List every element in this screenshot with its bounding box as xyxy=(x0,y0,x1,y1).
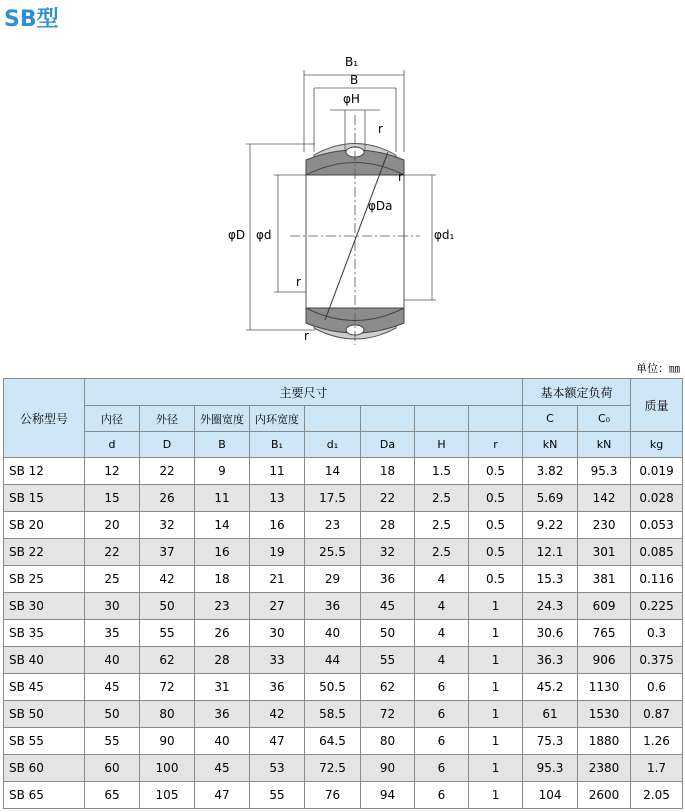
value-cell: 36 xyxy=(195,701,250,728)
bearing-cross-section-diagram xyxy=(0,40,685,350)
header-empty-h xyxy=(415,406,469,432)
value-cell: 62 xyxy=(361,674,415,701)
table-row xyxy=(4,458,683,485)
value-cell: 50 xyxy=(85,701,140,728)
value-cell: 9.22 xyxy=(523,512,578,539)
value-cell: 104 xyxy=(523,782,578,809)
value-cell: 28 xyxy=(361,512,415,539)
model-cell: SB 12 xyxy=(4,458,85,485)
value-cell: 55 xyxy=(250,782,305,809)
value-cell: 1 xyxy=(469,782,523,809)
value-cell: 13 xyxy=(250,485,305,512)
value-cell: 2.5 xyxy=(415,539,469,566)
value-cell: 230 xyxy=(578,512,631,539)
value-cell: 4 xyxy=(415,566,469,593)
value-cell: 23 xyxy=(305,512,361,539)
table-row xyxy=(4,539,683,566)
header-unit-c0: kN xyxy=(578,432,631,458)
model-cell: SB 45 xyxy=(4,674,85,701)
value-cell: 0.5 xyxy=(469,512,523,539)
value-cell: 0.3 xyxy=(631,620,683,647)
header-col-H: H xyxy=(415,432,469,458)
value-cell: 40 xyxy=(305,620,361,647)
table-row xyxy=(4,485,683,512)
value-cell: 1530 xyxy=(578,701,631,728)
value-cell: 0.5 xyxy=(469,566,523,593)
table-row xyxy=(4,566,683,593)
value-cell: 1 xyxy=(469,701,523,728)
value-cell: 72.5 xyxy=(305,755,361,782)
value-cell: 3.82 xyxy=(523,458,578,485)
label-d-outer: φD xyxy=(228,228,246,242)
value-cell: 0.019 xyxy=(631,458,683,485)
value-cell: 25.5 xyxy=(305,539,361,566)
label-b1: B₁ xyxy=(345,55,359,69)
value-cell: 6 xyxy=(415,782,469,809)
value-cell: 1 xyxy=(469,755,523,782)
value-cell: 80 xyxy=(140,701,195,728)
value-cell: 80 xyxy=(361,728,415,755)
value-cell: 50 xyxy=(140,593,195,620)
value-cell: 37 xyxy=(140,539,195,566)
value-cell: 44 xyxy=(305,647,361,674)
value-cell: 0.375 xyxy=(631,647,683,674)
value-cell: 94 xyxy=(361,782,415,809)
header-col-D: D xyxy=(140,432,195,458)
model-cell: SB 15 xyxy=(4,485,85,512)
label-r-top: r xyxy=(378,122,383,136)
page-title: SB型 xyxy=(4,7,59,32)
model-cell: SB 30 xyxy=(4,593,85,620)
value-cell: 6 xyxy=(415,674,469,701)
value-cell: 14 xyxy=(305,458,361,485)
value-cell: 30 xyxy=(85,593,140,620)
value-cell: 62 xyxy=(140,647,195,674)
value-cell: 12 xyxy=(85,458,140,485)
value-cell: 105 xyxy=(140,782,195,809)
value-cell: 1 xyxy=(469,674,523,701)
value-cell: 29 xyxy=(305,566,361,593)
header-col-d1: d₁ xyxy=(305,432,361,458)
value-cell: 11 xyxy=(250,458,305,485)
table-row xyxy=(4,674,683,701)
value-cell: 1130 xyxy=(578,674,631,701)
header-outer-width: 外圈宽度 xyxy=(195,406,250,432)
value-cell: 16 xyxy=(250,512,305,539)
value-cell: 0.87 xyxy=(631,701,683,728)
value-cell: 20 xyxy=(85,512,140,539)
value-cell: 6 xyxy=(415,728,469,755)
value-cell: 55 xyxy=(361,647,415,674)
header-unit-c: kN xyxy=(523,432,578,458)
label-d-inner: φd xyxy=(256,228,272,242)
value-cell: 0.085 xyxy=(631,539,683,566)
value-cell: 4 xyxy=(415,593,469,620)
value-cell: 23 xyxy=(195,593,250,620)
value-cell: 1.7 xyxy=(631,755,683,782)
value-cell: 32 xyxy=(140,512,195,539)
value-cell: 9 xyxy=(195,458,250,485)
table-row xyxy=(4,512,683,539)
value-cell: 142 xyxy=(578,485,631,512)
value-cell: 22 xyxy=(85,539,140,566)
label-b: B xyxy=(350,73,359,87)
value-cell: 15 xyxy=(85,485,140,512)
value-cell: 45 xyxy=(195,755,250,782)
value-cell: 0.6 xyxy=(631,674,683,701)
model-cell: SB 50 xyxy=(4,701,85,728)
model-cell: SB 22 xyxy=(4,539,85,566)
header-empty-da xyxy=(361,406,415,432)
value-cell: 61 xyxy=(523,701,578,728)
value-cell: 75.3 xyxy=(523,728,578,755)
value-cell: 25 xyxy=(85,566,140,593)
value-cell: 0.116 xyxy=(631,566,683,593)
value-cell: 55 xyxy=(140,620,195,647)
value-cell: 906 xyxy=(578,647,631,674)
value-cell: 36 xyxy=(361,566,415,593)
value-cell: 45.2 xyxy=(523,674,578,701)
value-cell: 4 xyxy=(415,647,469,674)
value-cell: 22 xyxy=(140,458,195,485)
header-col-B: B xyxy=(195,432,250,458)
value-cell: 19 xyxy=(250,539,305,566)
value-cell: 26 xyxy=(140,485,195,512)
table-row xyxy=(4,782,683,809)
value-cell: 16 xyxy=(195,539,250,566)
value-cell: 65 xyxy=(85,782,140,809)
value-cell: 30.6 xyxy=(523,620,578,647)
value-cell: 18 xyxy=(195,566,250,593)
value-cell: 36.3 xyxy=(523,647,578,674)
header-load: 基本额定负荷 xyxy=(523,379,631,406)
value-cell: 64.5 xyxy=(305,728,361,755)
value-cell: 36 xyxy=(305,593,361,620)
table-row xyxy=(4,593,683,620)
value-cell: 609 xyxy=(578,593,631,620)
value-cell: 90 xyxy=(361,755,415,782)
model-cell: SB 40 xyxy=(4,647,85,674)
value-cell: 1 xyxy=(469,593,523,620)
header-empty-d1 xyxy=(305,406,361,432)
value-cell: 47 xyxy=(250,728,305,755)
value-cell: 42 xyxy=(250,701,305,728)
value-cell: 2.05 xyxy=(631,782,683,809)
value-cell: 1 xyxy=(469,728,523,755)
label-da: φDa xyxy=(368,199,393,213)
value-cell: 40 xyxy=(85,647,140,674)
header-c: C xyxy=(523,406,578,432)
model-cell: SB 65 xyxy=(4,782,85,809)
spec-table xyxy=(3,378,683,809)
header-col-Da: Da xyxy=(361,432,415,458)
value-cell: 42 xyxy=(140,566,195,593)
value-cell: 30 xyxy=(250,620,305,647)
header-inner-width: 内环宽度 xyxy=(250,406,305,432)
value-cell: 6 xyxy=(415,755,469,782)
value-cell: 381 xyxy=(578,566,631,593)
value-cell: 21 xyxy=(250,566,305,593)
value-cell: 27 xyxy=(250,593,305,620)
label-h: φH xyxy=(343,92,360,106)
value-cell: 22 xyxy=(361,485,415,512)
unit-label: 单位：㎜ xyxy=(636,362,680,375)
value-cell: 35 xyxy=(85,620,140,647)
value-cell: 765 xyxy=(578,620,631,647)
model-cell: SB 35 xyxy=(4,620,85,647)
value-cell: 301 xyxy=(578,539,631,566)
header-col-d: d xyxy=(85,432,140,458)
value-cell: 5.69 xyxy=(523,485,578,512)
value-cell: 18 xyxy=(361,458,415,485)
value-cell: 58.5 xyxy=(305,701,361,728)
table-body xyxy=(4,458,683,809)
header-col-r: r xyxy=(469,432,523,458)
table-row xyxy=(4,701,683,728)
value-cell: 0.5 xyxy=(469,539,523,566)
value-cell: 0.225 xyxy=(631,593,683,620)
value-cell: 4 xyxy=(415,620,469,647)
value-cell: 100 xyxy=(140,755,195,782)
header-main-dims: 主要尺寸 xyxy=(85,379,523,406)
value-cell: 31 xyxy=(195,674,250,701)
table-row xyxy=(4,728,683,755)
table-row xyxy=(4,647,683,674)
value-cell: 45 xyxy=(85,674,140,701)
value-cell: 40 xyxy=(195,728,250,755)
value-cell: 12.1 xyxy=(523,539,578,566)
label-r-left: r xyxy=(296,275,301,289)
value-cell: 72 xyxy=(361,701,415,728)
value-cell: 0.053 xyxy=(631,512,683,539)
value-cell: 76 xyxy=(305,782,361,809)
label-r-bottom: r xyxy=(304,329,309,343)
value-cell: 14 xyxy=(195,512,250,539)
label-d1: φd₁ xyxy=(434,228,455,242)
value-cell: 11 xyxy=(195,485,250,512)
value-cell: 17.5 xyxy=(305,485,361,512)
header-mass: 质量 xyxy=(631,379,683,432)
value-cell: 28 xyxy=(195,647,250,674)
value-cell: 95.3 xyxy=(578,458,631,485)
model-cell: SB 60 xyxy=(4,755,85,782)
value-cell: 72 xyxy=(140,674,195,701)
header-c0: C₀ xyxy=(578,406,631,432)
model-cell: SB 20 xyxy=(4,512,85,539)
value-cell: 2.5 xyxy=(415,512,469,539)
model-cell: SB 55 xyxy=(4,728,85,755)
value-cell: 45 xyxy=(361,593,415,620)
header-outer-dia: 外径 xyxy=(140,406,195,432)
value-cell: 1 xyxy=(469,620,523,647)
label-r-right: r xyxy=(398,170,403,184)
header-model: 公称型号 xyxy=(4,379,85,458)
table-row xyxy=(4,755,683,782)
value-cell: 50.5 xyxy=(305,674,361,701)
value-cell: 24.3 xyxy=(523,593,578,620)
header-unit-mass: kg xyxy=(631,432,683,458)
value-cell: 2380 xyxy=(578,755,631,782)
value-cell: 26 xyxy=(195,620,250,647)
value-cell: 0.5 xyxy=(469,485,523,512)
value-cell: 95.3 xyxy=(523,755,578,782)
value-cell: 15.3 xyxy=(523,566,578,593)
value-cell: 0.028 xyxy=(631,485,683,512)
model-cell: SB 25 xyxy=(4,566,85,593)
value-cell: 50 xyxy=(361,620,415,647)
value-cell: 47 xyxy=(195,782,250,809)
value-cell: 53 xyxy=(250,755,305,782)
value-cell: 33 xyxy=(250,647,305,674)
value-cell: 0.5 xyxy=(469,458,523,485)
value-cell: 1880 xyxy=(578,728,631,755)
header-col-B1: B₁ xyxy=(250,432,305,458)
value-cell: 36 xyxy=(250,674,305,701)
value-cell: 90 xyxy=(140,728,195,755)
value-cell: 32 xyxy=(361,539,415,566)
value-cell: 6 xyxy=(415,701,469,728)
header-inner-dia: 内径 xyxy=(85,406,140,432)
value-cell: 60 xyxy=(85,755,140,782)
value-cell: 1.26 xyxy=(631,728,683,755)
value-cell: 1.5 xyxy=(415,458,469,485)
table-row xyxy=(4,620,683,647)
value-cell: 2.5 xyxy=(415,485,469,512)
header-empty-r xyxy=(469,406,523,432)
value-cell: 2600 xyxy=(578,782,631,809)
value-cell: 1 xyxy=(469,647,523,674)
value-cell: 55 xyxy=(85,728,140,755)
